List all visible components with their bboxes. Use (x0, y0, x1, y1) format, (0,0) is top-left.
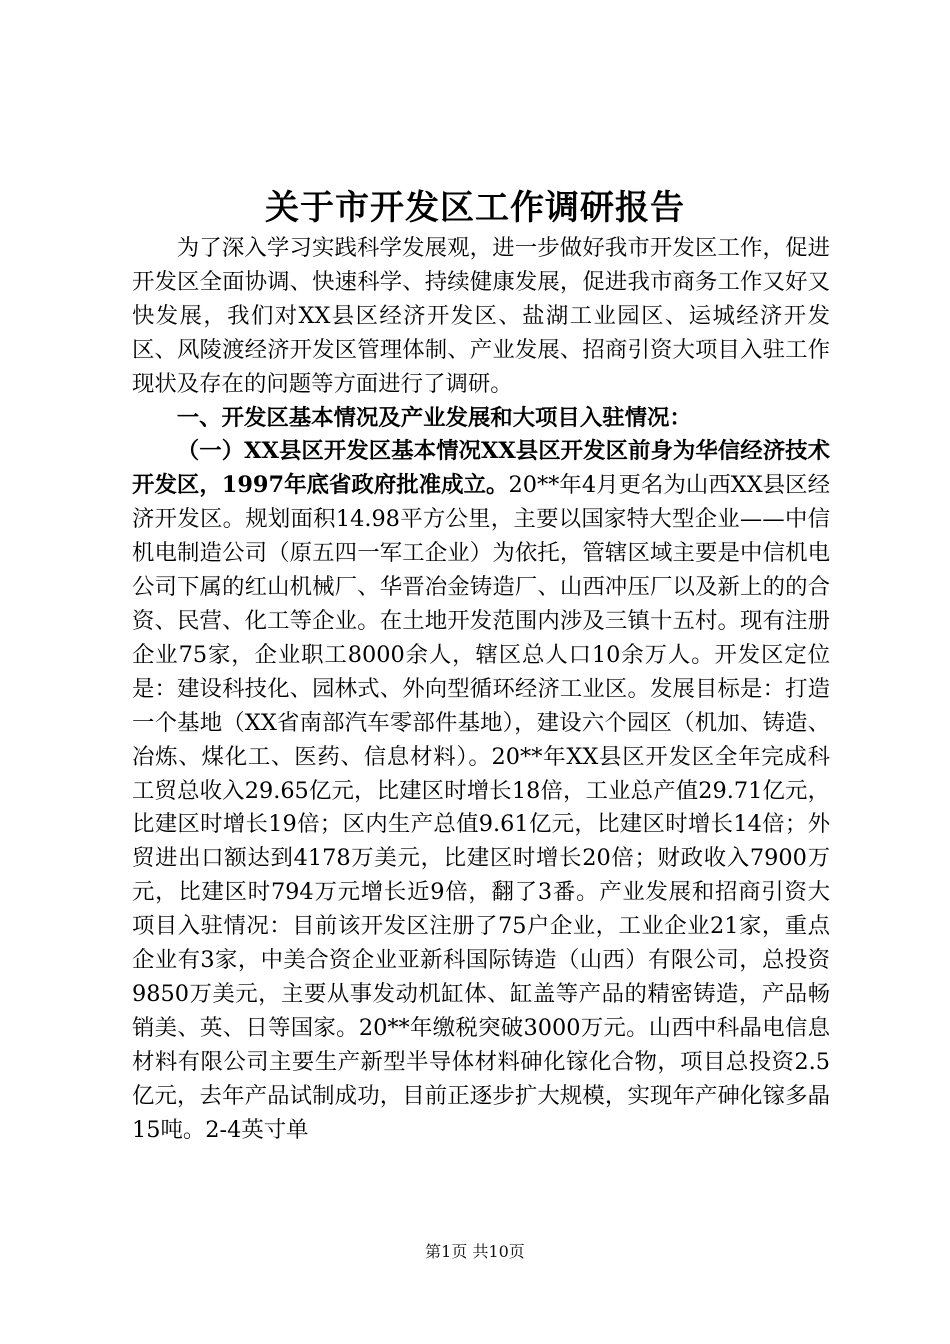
document-title: 关于市开发区工作调研报告 (265, 188, 685, 228)
section-1-body: 20**年4月更名为山西XX县区经济开发区。规划面积14.98平方公里，主要以国家特大型企业——中信机电制造公司（原五四一军工企业）为依托，管辖区域主要是中信机电公司下属的红山机械厂、华晋冶金铸造厂、山西冲压厂以及新上的的合资、民营、化工等企业。在土地开发范围内涉及三镇十五村。现有注册企业75家，企业职工8000余人，辖区总人口10余万人。开发区定位是：建设科技化、园林式、外向型循环经济工业区。发展目标是：打造一个基地（XX省南部汽车零部件基地），建设六个园区（机加、铸造、冶炼、煤化工、医药、信息材料）。20**年XX县区开发区全年完成科工贸总收入29.65亿元，比建区时增长18倍，工业总产值29.71亿元，比建区时增长19倍；区内生产总值9.61亿元，比建区时增长14倍；外贸进出口额达到4178万美元，比建区时增长20倍；财政收入7900万元，比建区时794万元增长近9倍，翻了3番。产业发展和招商引资大项目入驻情况：目前该开发区注册了75户企业，工业企业21家，重点企业有3家，中美合资企业亚新科国际铸造（山西）有限公司，总投资9850万美元，主要从事发动机缸体、缸盖等产品的精密铸造，产品畅销美、英、日等国家。20**年缴税突破3000万元。山西中科晶电信息材料有限公司主要生产新型半导体材料砷化镓化合物，项目总投资2.5亿元，去年产品试制成功，目前正逐步扩大规模，实现年产砷化镓多晶15吨。2-4英寸单 (132, 472, 830, 1143)
section-1-paragraph (132, 435, 830, 1147)
section-1-lead: （一）XX县区开发区基本情况XX县区开发区前身为华信经济技术开发区，1997年底省政府批准成立。 (132, 438, 830, 499)
intro-paragraph: 为了深入学习实践科学发展观，进一步做好我市开发区工作，促进开发区全面协调、快速科学、持续健康发展，促进我市商务工作又好又快发展，我们对XX县区经济开发区、盐湖工业园区、运城经济开发区、风陵渡经济开发区管理体制、产业发展、招商引资大项目入驻工作现状及存在的问题等方面进行了调研。 (132, 235, 830, 397)
document-body (132, 232, 830, 1147)
page-footer: 第1页 共10页 (425, 1242, 525, 1261)
section-heading-1: 一、开发区基本情况及产业发展和大项目入驻情况： (176, 404, 692, 431)
